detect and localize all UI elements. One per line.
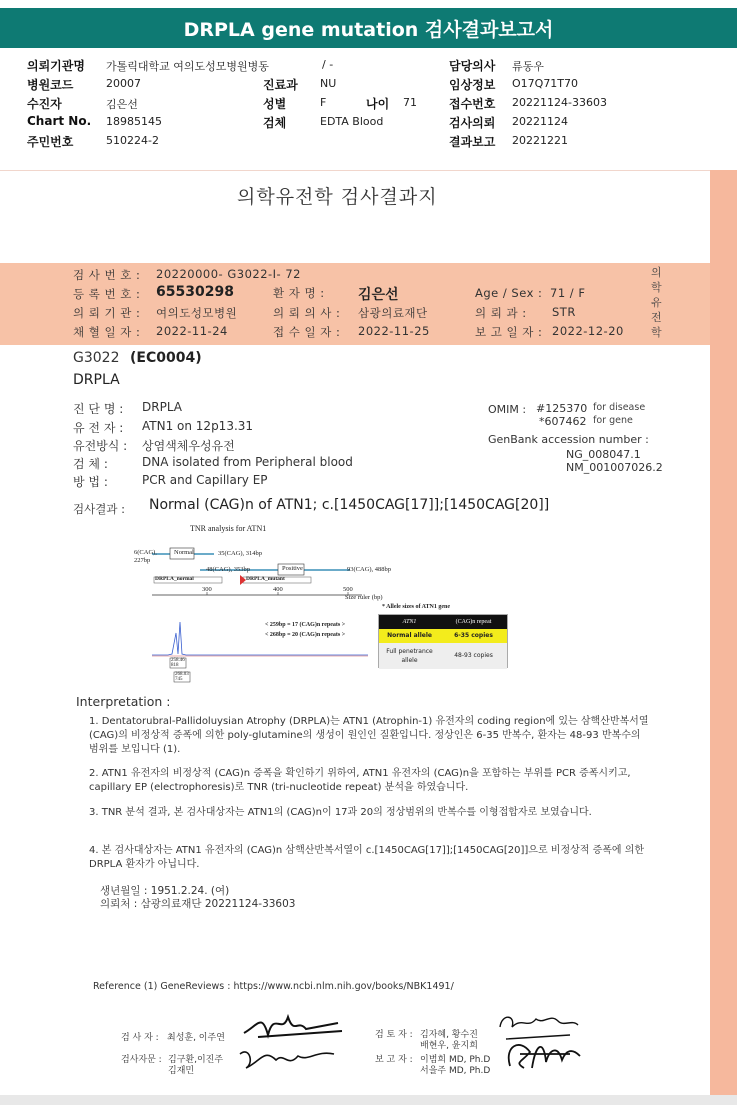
header-value: EDTA Blood bbox=[320, 115, 384, 128]
normal-bar-label: DRPLA_normal bbox=[155, 576, 194, 582]
department: STR bbox=[552, 305, 576, 319]
tester-label: 검 사 자 : bbox=[121, 1033, 159, 1043]
positive-upper-label: 93(CAG), 488bp bbox=[347, 566, 392, 573]
band-label: 의 뢰 과 : bbox=[475, 306, 527, 320]
interpretation-item: 4. 본 검사대상자는 ATN1 유전자의 (CAG)n 삼핵산반복서열이 c.[1450CAG[17]];[1450CAG[20]]으로 비정상적 증폭에 의한 DRPLA 환자가 아닙니다. bbox=[89, 845, 645, 870]
header-value: NU bbox=[320, 77, 337, 90]
genbank-label: GenBank accession number : bbox=[488, 433, 649, 446]
header-value: 18985145 bbox=[106, 115, 162, 128]
allele-cell: Full penetrance allele bbox=[386, 648, 433, 664]
registration-number: 65530298 bbox=[156, 284, 234, 300]
positive-box-label: Positive bbox=[282, 565, 303, 572]
header-value: 71 bbox=[403, 96, 417, 109]
interpretation-item: 1. Dentatorubral-Pallidoluysian Atrophy (DRPLA)는 ATN1 (Atrophin-1) 유전자의 coding region에 있는 삼핵산반복서열 (CAG)의 비정상적 증폭에 의한 poly-glutamine의 생성이 원인인 질환입니다. 정상인은 6-35 반복수, 환자는 48-93 반복수의 범위를 보입니다 (1). bbox=[89, 716, 649, 755]
detail-label: 유 전 자 : bbox=[73, 421, 124, 435]
figure-title: TNR analysis for ATN1 bbox=[190, 524, 267, 533]
peak-annotation-2: < 268bp = 20 (CAG)n repeats > bbox=[265, 632, 346, 638]
test-code-secondary: (EC0004) bbox=[130, 350, 202, 366]
header-label: 주민번호 bbox=[27, 135, 74, 149]
band-label: 채 혈 일 자 : bbox=[73, 325, 141, 339]
result-value: Normal (CAG)n of ATN1; c.[1450CAG[17]];[1450CAG[20]] bbox=[149, 497, 550, 513]
header-value: 김은선 bbox=[106, 98, 138, 111]
advisor-signature bbox=[236, 1040, 340, 1074]
test-code: G3022 bbox=[73, 350, 120, 366]
requester: 의뢰처 : 삼광의료재단 20221124-33603 bbox=[100, 898, 296, 910]
ruler-tick-label: 500 bbox=[343, 586, 353, 593]
peak-box-2-size: 268.03 bbox=[175, 672, 189, 677]
header-label: 검사의뢰 bbox=[449, 116, 496, 130]
allele-row-full bbox=[379, 643, 507, 669]
allele-cell: 6-35 copies bbox=[454, 632, 493, 639]
mutant-bar-label: DRPLA_mutant bbox=[246, 576, 285, 582]
header-label: 담당의사 bbox=[449, 59, 496, 73]
detail-label: 유전방식 : bbox=[73, 439, 128, 453]
band-label: Age / Sex : bbox=[475, 286, 543, 300]
age-sex: 71 / F bbox=[550, 286, 586, 300]
interpretation-title: Interpretation : bbox=[76, 694, 171, 709]
normal-box-label: Normal bbox=[174, 549, 194, 556]
header-label: 접수번호 bbox=[449, 97, 496, 111]
header-value: 가톨릭대학교 여의도성모병원병동 bbox=[106, 60, 269, 73]
header-label: 진료과 bbox=[263, 78, 298, 92]
header-value: 20221124-33603 bbox=[512, 96, 607, 109]
allele-table-title: * Allele sizes of ATN1 gene bbox=[382, 604, 451, 610]
detail-label: 방 법 : bbox=[73, 475, 108, 489]
reviewer-names: 김자혜, 황수진 bbox=[420, 1030, 478, 1040]
header-label: 검체 bbox=[263, 116, 287, 130]
header-value: 510224-2 bbox=[106, 134, 159, 147]
detail-value: DNA isolated from Peripheral blood bbox=[142, 455, 353, 469]
test-number: 20220000- G3022-I- 72 bbox=[156, 267, 301, 281]
ruler-tick-label: 300 bbox=[202, 586, 212, 593]
omim-gene-note: for gene bbox=[593, 415, 633, 426]
header-value: 20221124 bbox=[512, 115, 568, 128]
header-label: 임상정보 bbox=[449, 78, 496, 92]
allele-header-cell: (CAG)n repeat bbox=[455, 619, 492, 625]
peak-box-1-size: 258.46 bbox=[171, 658, 185, 663]
detail-value: PCR and Capillary EP bbox=[142, 473, 268, 487]
band-label: 의 뢰 기 관 : bbox=[73, 306, 141, 320]
allele-header-cell: ATN1 bbox=[402, 619, 417, 625]
reporter-signature bbox=[500, 1032, 584, 1076]
allele-row-normal bbox=[379, 629, 507, 643]
positive-lower-label: 48(CAG), 353bp bbox=[206, 566, 251, 573]
genbank-accession-1: NG_008047.1 bbox=[566, 448, 641, 461]
band-label: 접 수 일 자 : bbox=[273, 325, 341, 339]
side-label: 의학유전학 bbox=[651, 266, 662, 339]
tester-names: 최성훈, 이주연 bbox=[167, 1033, 225, 1043]
allele-cell: 48-93 copies bbox=[454, 652, 493, 659]
allele-table-header bbox=[379, 615, 507, 629]
allele-cell: Normal allele bbox=[387, 632, 432, 639]
ruler-tick-label: 400 bbox=[273, 586, 283, 593]
reviewer-label: 검 토 자 : bbox=[375, 1030, 413, 1040]
reporter-label: 보 고 자 : bbox=[375, 1055, 413, 1065]
report-title: 의학유전학 검사결과지 bbox=[237, 186, 438, 208]
omim-label: OMIM : bbox=[488, 403, 527, 416]
genbank-accession-2: NM_001007026.2 bbox=[566, 461, 663, 474]
interpretation-item: 2. ATN1 유전자의 비정상적 (CAG)n 증폭을 확인하기 위하여, ATN1 유전자의 (CAG)n을 포함하는 부위를 PCR 증폭시키고, capillary EP (electrophoresis)로 TNR (tri-nucleotide repeat) 분석을 하였습니다. bbox=[89, 768, 631, 793]
left-label-2: 227bp bbox=[134, 557, 151, 564]
reporter-names: 이범희 MD, Ph.D bbox=[420, 1055, 491, 1065]
right-margin-bar bbox=[710, 170, 737, 1095]
header-value: 20007 bbox=[106, 77, 141, 90]
peak-box-1-height: 818 bbox=[171, 663, 179, 668]
detail-value: ATN1 on 12p13.31 bbox=[142, 419, 254, 433]
gene-title: DRPLA bbox=[73, 372, 120, 388]
advisor-names: 김구환,이진주 bbox=[168, 1055, 224, 1065]
omim-disease-id: #125370 bbox=[536, 402, 588, 415]
header-value: F bbox=[320, 96, 327, 109]
header-label: 수진자 bbox=[27, 97, 62, 111]
detail-value: DRPLA bbox=[142, 400, 182, 414]
report-date: 2022-12-20 bbox=[552, 324, 624, 338]
patient-name: 김은선 bbox=[358, 287, 399, 303]
band-label: 의 뢰 의 사 : bbox=[273, 306, 341, 320]
reference: Reference (1) GeneReviews : https://www.ncbi.nlm.nih.gov/books/NBK1491/ bbox=[93, 981, 454, 992]
report-banner-title: DRPLA gene mutation 검사결과보고서 bbox=[0, 8, 737, 48]
allele-table bbox=[378, 614, 508, 668]
institution: 여의도성모병원 bbox=[156, 306, 238, 320]
reviewer-names-2: 배현우, 윤지희 bbox=[420, 1041, 478, 1051]
advisor-names-2: 김재민 bbox=[168, 1066, 195, 1076]
advisor-label: 검사자문 : bbox=[121, 1055, 162, 1065]
collection-date: 2022-11-24 bbox=[156, 324, 228, 338]
header-value: O17Q71T70 bbox=[512, 77, 579, 90]
band-label: 검 사 번 호 : bbox=[73, 268, 141, 282]
band-label: 등 록 번 호 : bbox=[73, 287, 141, 301]
header-label: 성별 bbox=[263, 97, 287, 111]
header-value: / - bbox=[322, 58, 334, 71]
header-label: 병원코드 bbox=[27, 78, 74, 92]
header-value: 20221221 bbox=[512, 134, 568, 147]
bottom-bar bbox=[0, 1095, 737, 1105]
left-label-1: 6(CAG), bbox=[134, 549, 157, 556]
peak-box-2-height: 745 bbox=[175, 677, 183, 682]
tester-signature-1 bbox=[238, 1005, 350, 1043]
header-label: 나이 bbox=[366, 97, 390, 111]
band-label: 보 고 일 자 : bbox=[475, 325, 543, 339]
header-label: Chart No. bbox=[27, 114, 92, 128]
normal-upper-label: 35(CAG), 314bp bbox=[218, 550, 263, 557]
header-label: 의뢰기관명 bbox=[27, 59, 85, 73]
receive-date: 2022-11-25 bbox=[358, 324, 430, 338]
physician: 삼광의료재단 bbox=[358, 306, 428, 320]
omim-disease-note: for disease bbox=[593, 402, 646, 413]
header-label: 결과보고 bbox=[449, 135, 496, 149]
header-value: 류동우 bbox=[512, 60, 544, 73]
peak-annotation-1: < 259bp = 17 (CAG)n repeats > bbox=[265, 622, 346, 628]
ruler-label: Size ruler (bp) bbox=[345, 594, 383, 601]
detail-label: 검 체 : bbox=[73, 457, 108, 471]
detail-value: 상염색체우성유전 bbox=[142, 439, 235, 453]
band-label: 환 자 명 : bbox=[273, 286, 325, 300]
omim-gene-id: *607462 bbox=[539, 415, 587, 428]
interpretation-item: 3. TNR 분석 결과, 본 검사대상자는 ATN1의 (CAG)n이 17과 20의 정상범위의 반복수를 이형접합자로 보였습니다. bbox=[89, 807, 592, 818]
birth-date: 생년월일 : 1951.2.24. (여) bbox=[100, 885, 230, 897]
reporter-names-2: 서을주 MD, Ph.D bbox=[420, 1066, 491, 1076]
result-label: 검사결과 : bbox=[73, 502, 125, 516]
detail-label: 진 단 명 : bbox=[73, 402, 124, 416]
